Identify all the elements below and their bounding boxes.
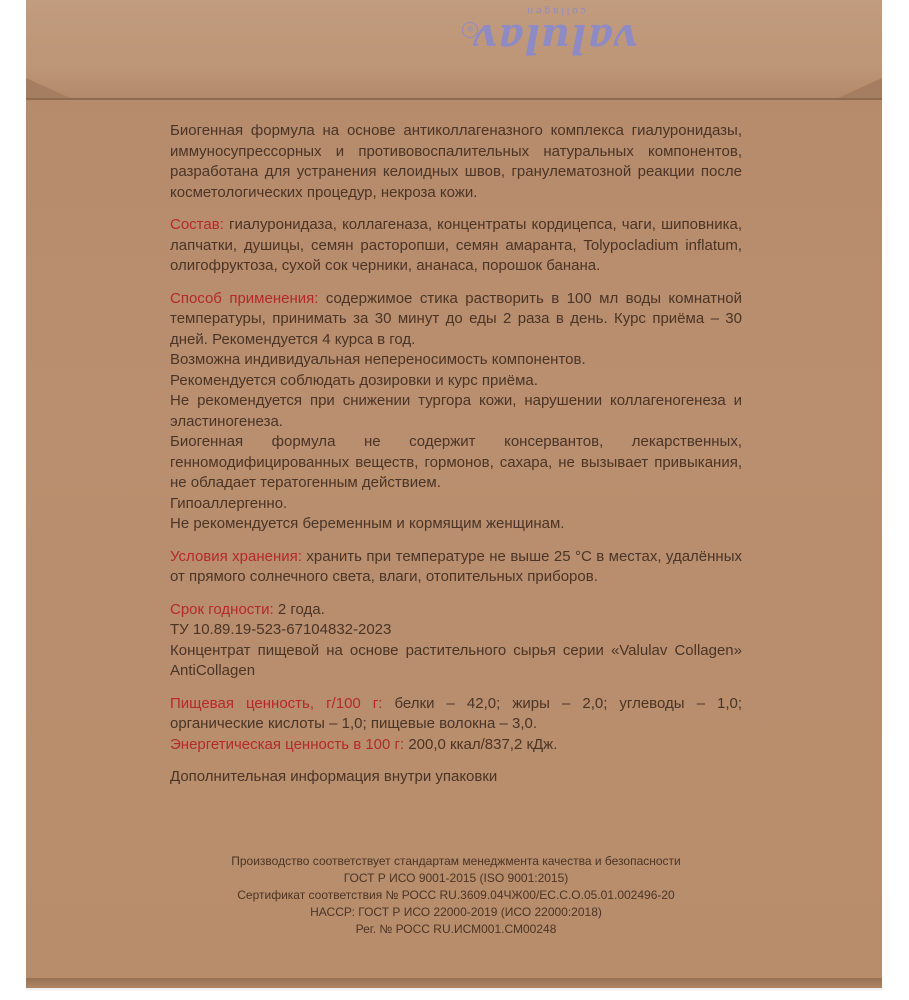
box-shadow <box>26 978 882 992</box>
nutrition-paragraph <box>170 694 742 735</box>
footer-line: Сертификат соответствия № РОСС RU.3609.04ЧЖ00/ЕС.С.О.05.01.002496-20 <box>237 888 675 902</box>
product-description: Концентрат пищевой на основе растительного сырья серии «Valulav Collagen» AntiCollagen <box>170 641 742 679</box>
nutrition-label: Пищевая ценность, г/100 г: <box>170 694 383 712</box>
box-lid <box>26 0 882 100</box>
usage-line: Не рекомендуется при снижении тургора кожи, нарушении коллагеногенеза и эластиногенеза. <box>170 392 742 430</box>
energy-paragraph <box>170 735 742 756</box>
brand-subtitle: collagen <box>524 5 586 16</box>
usage-line: Не рекомендуется беременным и кормящим женщинам. <box>170 515 565 532</box>
shelf-life-paragraph <box>170 600 742 621</box>
registered-mark: ® <box>462 22 478 38</box>
footer-line: Производство соответствует стандартам менеджмента качества и безопасности <box>231 854 681 868</box>
nutrition-text: белки – 42,0; жиры – 2,0; углеводы – 1,0; органические кислоты – 1,0; пищевые волокна – 3,0. <box>170 694 742 732</box>
composition-paragraph <box>170 215 742 277</box>
footer-line: Рег. № РОСС RU.ИСМ001.СМ00248 <box>355 922 557 936</box>
label-text <box>170 121 742 788</box>
shelf-life-text: 2 года. <box>273 600 325 618</box>
usage-line: Возможна индивидуальная непереносимость компонентов. <box>170 351 586 368</box>
energy-label: Энергетическая ценность в 100 г: <box>170 735 405 753</box>
extra-info: Дополнительная информация внутри упаковки <box>170 768 498 785</box>
footer-line: ГОСТ Р ИСО 9001-2015 (ISO 9001:2015) <box>343 871 569 885</box>
usage-label: Способ применения: <box>170 289 319 307</box>
usage-text: содержимое стика растворить в 100 мл воды комнатной температуры, принимать за 30 минут до еды 2 раза в день. Курс приёма – 30 дней. Рекомендуется 4 курса в год. <box>170 289 742 348</box>
composition-label: Состав: <box>170 216 224 233</box>
storage-label: Условия хранения: <box>170 547 302 565</box>
footer-line: НАССР: ГОСТ Р ИСО 22000-2019 (ИСО 22000:2018) <box>310 905 602 919</box>
storage-paragraph <box>170 547 742 588</box>
usage-line: Биогенная формула не содержит консервантов, лекарственных, генномодифицированных веществ, гормонов, сахара, не вызывает привыкания, не обладает тератогенным действием. <box>170 433 742 491</box>
shelf-life-label: Срок годности: <box>170 600 274 618</box>
usage-line: Гипоаллергенно. <box>170 494 288 512</box>
energy-text: 200,0 ккал/837,2 кДж. <box>404 735 558 753</box>
usage-line: Рекомендуется соблюдать дозировки и курс приёма. <box>170 371 538 389</box>
tu-number: ТУ 10.89.19-523-67104832-2023 <box>170 621 392 638</box>
usage-paragraph <box>170 289 742 351</box>
storage-text: хранить при температуре не выше 25 °С в местах, удалённых от прямого солнечного света, влаги, отопительных приборов. <box>170 547 742 585</box>
brand-logo <box>470 0 640 60</box>
certification-footer <box>150 853 762 938</box>
intro-paragraph: Биогенная формула на основе антиколлагеназного комплекса гиалуронидазы, иммуносупрессорных и противовоспалительных натуральных компонентов, разработана для устранения келоидных швов, гранулематозной реакции после косметологических процедур, некроза кожи. <box>170 122 742 201</box>
brand-name: valulav <box>472 15 638 62</box>
composition-text: гиалуронидаза, коллагеназа, концентраты кордицепса, чаги, шиповника, лапчатки, душицы, семян расторопши, семян амаранта, Tolypocladium inflatum, олигофруктоза, сухой сок черники, ананаса, порошок банана. <box>170 216 742 274</box>
